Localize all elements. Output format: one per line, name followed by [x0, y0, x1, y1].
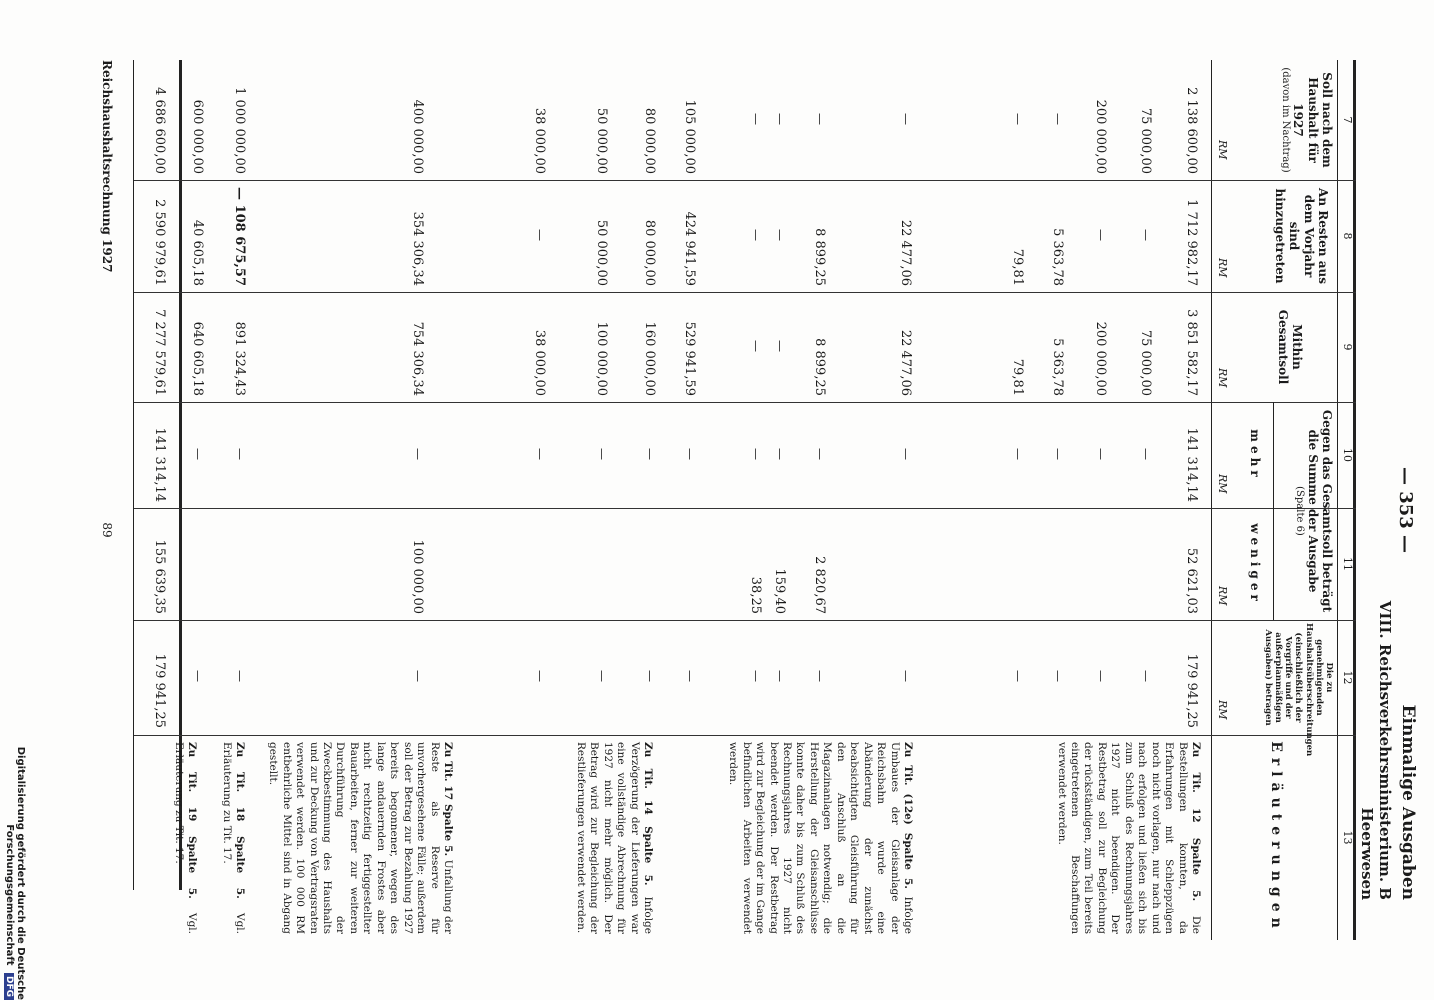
row-soll: 2 138 600,00	[1184, 87, 1199, 174]
row-soll: —	[773, 113, 787, 125]
section-title: Einmalige Ausgaben	[1398, 704, 1418, 900]
row-soll: 600 000,00	[190, 99, 205, 174]
col-number-11: 11	[1341, 557, 1354, 571]
digitization-note	[4, 620, 26, 1000]
col-number-7: 7	[1341, 116, 1354, 124]
col-divider-11-12	[134, 620, 1356, 621]
note-tit-18	[219, 742, 246, 934]
row-soll: —	[1011, 113, 1025, 125]
col-divider-10-11	[134, 508, 1356, 509]
col-divider-12-13	[134, 735, 1356, 736]
note-tit-12	[1054, 742, 1202, 934]
col9-unit: RM	[1216, 368, 1229, 388]
col11-unit: RM	[1216, 586, 1229, 606]
row-reste: 22 477,06	[898, 219, 913, 286]
col-number-9: 9	[1341, 343, 1354, 351]
row-reste: 80 000,00	[642, 219, 657, 286]
col-number-13: 13	[1341, 830, 1354, 845]
total-gesamtsoll: 7 277 579,61	[152, 309, 167, 396]
row-reste: —	[773, 229, 787, 241]
row-mehr: —	[899, 448, 913, 460]
row-gesamtsoll: 22 477,06	[898, 329, 913, 396]
note-text: Unfallung der Reste als Reserve für unvorhergesehene Fälle; außerdem soll der Betrag zur Bezahlung 1927 bereits begonnener, wegen des lange andauernden Frostes aber nicht rechtzeitig fertiggestellter Bauarbeiten, ferner zur weiteren Durchführung der Zweckbestimmung des Haushalts und zur Deckung von Vertragsraten verwendet werden. 100 000 RM entbehrliche Mittel sind in Abgang gestellt.	[267, 742, 454, 934]
table-bottom-rule	[133, 60, 134, 890]
note-text: Die Bestellungen konnten, da Erfahrungen mit Schleppzügen noch nicht vorlagen, nur nach und nach erfolgen und ließen sich bis zum Schluß des Rechnungsjahres 1927 nicht beendigen. Der Restbetrag soll zur Begleichung der rückständigen, zum Teil bereits eingetretenen Beschaffungen verwendet werden.	[1055, 742, 1202, 934]
col7-header-sub: (davon im Nachtrag)	[1279, 67, 1291, 173]
row-weniger: 159,40	[772, 568, 787, 614]
col-number-10: 10	[1341, 448, 1354, 462]
row-mehr: —	[773, 448, 787, 460]
row-gesamtsoll: 640 605,18	[190, 321, 205, 396]
row-ueberschreitung: —	[683, 670, 697, 682]
note-heading: Zu Tit. (12e) Spalte 5.	[902, 742, 914, 889]
note-heading: Zu Tit. 18 Spalte 5.	[234, 742, 246, 899]
row-mehr: 141 314,14	[1184, 427, 1199, 502]
total-reste: 2 590 979,61	[152, 199, 167, 286]
row-gesamtsoll: —	[773, 340, 787, 352]
row-mehr: —	[1139, 448, 1153, 460]
note-heading: Zu Tit. 17 Spalte 5.	[442, 742, 454, 857]
note-tit-19	[171, 742, 198, 934]
row-ueberschreitung: —	[899, 670, 913, 682]
col9-header: Mithin Gesamtsoll	[1275, 309, 1304, 385]
row-reste: 40 605,18	[190, 219, 205, 286]
col8-unit: RM	[1216, 258, 1229, 278]
row-reste: 354 306,34	[410, 211, 425, 286]
col10-11-header	[1293, 406, 1334, 616]
row-gesamtsoll: 200 000,00	[1093, 321, 1108, 396]
page-number: — 353 —	[1395, 466, 1416, 554]
col-number-12: 12	[1341, 670, 1354, 685]
row-soll: 75 000,00	[1138, 107, 1153, 174]
row-reste: 5 363,78	[1050, 228, 1065, 286]
row-reste: 50 000,00	[594, 219, 609, 286]
note-heading: Zu Tit. 12 Spalte 5.	[1190, 742, 1202, 902]
row-gesamtsoll: 38 000,00	[532, 329, 547, 396]
row-ueberschreitung: —	[749, 670, 763, 682]
row-reste: —	[749, 229, 763, 241]
row-gesamtsoll: 3 851 582,17	[1184, 309, 1199, 396]
total-mehr: 141 314,14	[152, 427, 167, 502]
col10-unit: RM	[1216, 474, 1229, 494]
row-gesamtsoll: 5 363,78	[1050, 338, 1065, 396]
row-ueberschreitung: —	[191, 670, 205, 682]
total-soll: 4 686 600,00	[152, 87, 167, 174]
row-soll: 80 000,00	[642, 107, 657, 174]
header-mehr-weniger-rule	[1273, 402, 1274, 620]
row-ueberschreitung: —	[233, 670, 247, 682]
col-number-8: 8	[1341, 232, 1354, 240]
row-ueberschreitung: —	[643, 670, 657, 682]
row-reste: —	[1139, 229, 1153, 241]
row-gesamtsoll: 75 000,00	[1138, 329, 1153, 396]
row-reste: — 108 675,57	[232, 187, 247, 286]
row-mehr: —	[749, 448, 763, 460]
col-divider-9-10	[134, 402, 1356, 403]
note-heading: Zu Tit. 19 Spalte 5.	[186, 742, 198, 899]
note-text: Vgl. Erläuterung zu Tit. 17.	[220, 742, 246, 934]
col12-header: Die zu genehmigenden Haushaltsüberschreitungen (einschließlich der Vorgriffe und der außerplanmäßigen Ausgaben) betragen	[1262, 623, 1334, 757]
column-number-rule	[1337, 60, 1338, 940]
row-reste: 1 712 982,17	[1184, 199, 1199, 286]
col10-11-header-sub: (Spalte 6)	[1294, 486, 1306, 536]
row-gesamtsoll: 754 306,34	[410, 321, 425, 396]
row-gesamtsoll: 529 941,59	[682, 321, 697, 396]
row-mehr: —	[643, 448, 657, 460]
row-soll: —	[899, 113, 913, 125]
row-ueberschreitung: —	[1051, 670, 1065, 682]
row-soll: —	[749, 113, 763, 125]
row-weniger: 100 000,00	[410, 539, 425, 614]
row-ueberschreitung: —	[773, 670, 787, 682]
row-mehr: —	[683, 448, 697, 460]
col7-header	[1279, 64, 1334, 176]
row-weniger: 38,25	[748, 576, 763, 614]
row-ueberschreitung: —	[1011, 670, 1025, 682]
total-weniger: 155 639,35	[152, 539, 167, 614]
row-soll: 400 000,00	[410, 99, 425, 174]
row-gesamtsoll: —	[749, 340, 763, 352]
row-reste: —	[1094, 229, 1108, 241]
note-text: Infolge Umbaues der Gleisanlage der Reichsbahn wurde eine Abänderung der zunächst beabsichtigten Gleisführung für den Anschluß an die Magazinanlagen notwendig; die Herstellung der Gleisanschlüsse konnte daher bis zum Schluß des Rechnungsjahres 1927 nicht beendet werden. Der Restbetrag wird zur Begleichung der im Gange befindlichen Arbeiten verwendet werden.	[727, 742, 914, 934]
row-soll: 38 000,00	[532, 107, 547, 174]
row-soll: 50 000,00	[594, 107, 609, 174]
row-ueberschreitung: —	[411, 670, 425, 682]
row-mehr: —	[233, 448, 247, 460]
row-mehr: —	[595, 448, 609, 460]
footer-page-number: 89	[100, 522, 114, 538]
row-gesamtsoll: 160 000,00	[642, 321, 657, 396]
row-mehr: —	[1094, 448, 1108, 460]
digitization-text: Digitalisierung gefördert durch die Deutsche Forschungsgemeinschaft	[4, 746, 26, 1000]
row-ueberschreitung: —	[595, 670, 609, 682]
row-weniger: 2 820,67	[812, 556, 827, 614]
col13-header: Erläuterungen	[1268, 741, 1284, 934]
row-soll: 200 000,00	[1093, 99, 1108, 174]
note-tit-12e	[726, 742, 914, 934]
row-reste: 8 899,25	[812, 228, 827, 286]
row-mehr: —	[411, 448, 425, 460]
row-ueberschreitung: 179 941,25	[1184, 653, 1199, 728]
note-tit-14	[573, 742, 654, 934]
col-divider-7-8	[134, 180, 1356, 181]
dfg-badge: DFG	[4, 973, 14, 1000]
row-mehr: —	[533, 448, 547, 460]
total-ueberschreitung: 179 941,25	[152, 653, 167, 728]
col8-header: An Resten aus dem Vorjahr sind hinzugetreten	[1272, 188, 1330, 284]
row-mehr: —	[1011, 448, 1025, 460]
row-gesamtsoll: 891 324,43	[232, 321, 247, 396]
row-soll: 105 000,00	[682, 99, 697, 174]
row-mehr: —	[1051, 448, 1065, 460]
row-reste: 79,81	[1010, 248, 1025, 286]
row-mehr: —	[813, 448, 827, 460]
row-weniger: 52 621,03	[1184, 547, 1199, 614]
row-ueberschreitung: —	[813, 670, 827, 682]
row-gesamtsoll: 100 000,00	[594, 321, 609, 396]
header-bottom-rule	[1211, 60, 1212, 940]
row-gesamtsoll: 79,81	[1010, 358, 1025, 396]
col12-unit: RM	[1216, 700, 1229, 720]
note-heading: Zu Tit. 14 Spalte 5.	[642, 742, 654, 886]
col7-header-text: Soll nach dem Haushalt für 1927	[1291, 72, 1334, 168]
section-subtitle: VIII. Reichsverkehrsministerium. B Heerwesen	[1358, 600, 1394, 900]
col10-11-header-text: Gegen das Gesamtsoll beträgt die Summe der Ausgabe	[1305, 409, 1334, 613]
col10-header: mehr	[1248, 429, 1262, 481]
col7-unit: RM	[1216, 140, 1229, 160]
row-reste: —	[533, 229, 547, 241]
footer-title: Reichshaushaltsrechnung 1927	[100, 60, 114, 273]
note-tit-17	[266, 742, 454, 934]
row-mehr: —	[191, 448, 205, 460]
row-ueberschreitung: —	[1094, 670, 1108, 682]
row-reste: 424 941,59	[682, 211, 697, 286]
row-ueberschreitung: —	[533, 670, 547, 682]
note-text: Infolge Verzögerung der Lieferungen war eine vollständige Abrechnung für 1927 nicht mehr möglich. Der Betrag wird zur Begleichung der Restlieferungen verwendet werden.	[574, 742, 654, 934]
row-ueberschreitung: —	[1139, 670, 1153, 682]
row-soll: 1 000 000,00	[232, 87, 247, 174]
col11-header: weniger	[1248, 523, 1262, 605]
note-text: Vgl. Erläuterung zu Tit. 17.	[172, 742, 198, 934]
row-soll: —	[813, 113, 827, 125]
col-divider-8-9	[134, 292, 1356, 293]
row-gesamtsoll: 8 899,25	[812, 338, 827, 396]
row-soll: —	[1051, 113, 1065, 125]
